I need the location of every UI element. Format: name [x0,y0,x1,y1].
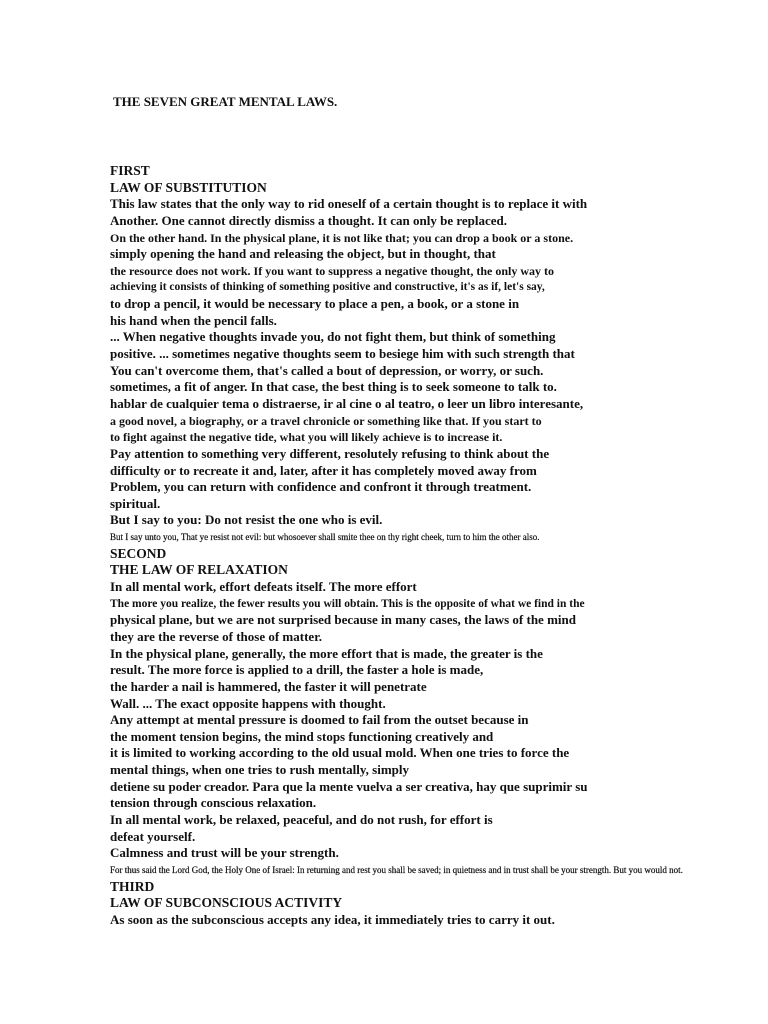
section-heading: LAW OF SUBSTITUTION [110,179,267,195]
text-line: the harder a nail is hammered, the faster it will penetrate [110,678,427,694]
section-heading: FIRST [110,163,150,178]
scripture-quote-line: But I say unto you, That ye resist not evil: but whosoever shall smite thee on thy right cheek, turn to him the other also. [110,532,540,543]
scripture-quote-line: For thus said the Lord God, the Holy One of Israel: In returning and rest you shall be saved; in quietness and in trust shall be your strength. But you would not. [110,864,683,875]
text-line: detiene su poder creador. Para que la mente vuelva a ser creativa, hay que suprimir su [110,778,588,794]
text-line: tension through conscious relaxation. [110,795,317,811]
section-heading: LAW OF SUBCONSCIOUS ACTIVITY [110,895,343,911]
text-line: positive. ... sometimes negative thoughts seem to besiege him with such strength that [110,346,575,362]
section-heading: THE LAW OF RELAXATION [110,562,288,578]
document-title: THE SEVEN GREAT MENTAL LAWS. [113,94,338,109]
section-heading: SECOND [110,545,167,561]
text-line: In all mental work, effort defeats itself. The more effort [110,579,417,595]
text-line: This law states that the only way to rid oneself of a certain thought is to replace it with [110,196,588,212]
section-heading: THIRD [110,878,155,894]
text-line: achieving it consists of thinking of something positive and constructive, it's as if, let's say, [110,281,545,294]
text-line: physical plane, but we are not surprised because in many cases, the laws of the mind [110,612,576,628]
text-line: to drop a pencil, it would be necessary to place a pen, a book, or a stone in [110,296,520,312]
text-line: But I say to you: Do not resist the one who is evil. [110,512,383,528]
text-line: Wall. ... The exact opposite happens with thought. [110,695,386,711]
text-line: hablar de cualquier tema o distraerse, ir al cine o al teatro, o leer un libro interesante, [110,395,584,411]
text-line: the resource does not work. If you want to suppress a negative thought, the only way to [110,263,555,278]
text-line: it is limited to working according to the old usual mold. When one tries to force the [110,745,570,761]
text-line: difficulty or to recreate it and, later, after it has completely moved away from [110,462,537,478]
text-line: spiritual. [110,495,161,511]
text-line: they are the reverse of those of matter. [110,628,323,644]
text-line: In all mental work, be relaxed, peaceful, and do not rush, for effort is [110,811,493,827]
text-line: Another. One cannot directly dismiss a thought. It can only be replaced. [110,212,508,228]
text-line: the moment tension begins, the mind stops functioning creatively and [110,728,494,744]
text-line: a good novel, a biography, or a travel chronicle or something like that. If you start to [110,413,542,428]
text-line: defeat yourself. [110,828,196,844]
text-line: In the physical plane, generally, the more effort that is made, the greater is the [110,645,543,661]
text-line: his hand when the pencil falls. [110,312,277,328]
text-line: Problem, you can return with confidence and confront it through treatment. [110,479,532,495]
document-body [110,163,768,928]
text-line: Pay attention to something very different, resolutely refusing to think about the [110,445,550,461]
text-line: to fight against the negative tide, what you will likely achieve is to increase it. [110,430,503,445]
text-line: The more you realize, the fewer results you will obtain. This is the opposite of what we find in the [110,597,585,610]
text-line: sometimes, a fit of anger. In that case, the best thing is to seek someone to talk to. [110,379,557,395]
text-line: You can't overcome them, that's called a bout of depression, or worry, or such. [110,362,544,378]
text-line: Calmness and trust will be your strength. [110,845,339,861]
text-line: simply opening the hand and releasing the object, but in thought, that [110,246,496,262]
text-line: As soon as the subconscious accepts any idea, it immediately tries to carry it out. [110,911,555,927]
text-line: result. The more force is applied to a drill, the faster a hole is made, [110,662,484,678]
text-line: mental things, when one tries to rush mentally, simply [110,762,410,778]
text-line: On the other hand. In the physical plane, it is not like that; you can drop a book or a stone. [110,230,574,245]
text-line: Any attempt at mental pressure is doomed to fail from the outset because in [110,712,529,728]
text-line: ... When negative thoughts invade you, do not fight them, but think of something [110,329,556,345]
